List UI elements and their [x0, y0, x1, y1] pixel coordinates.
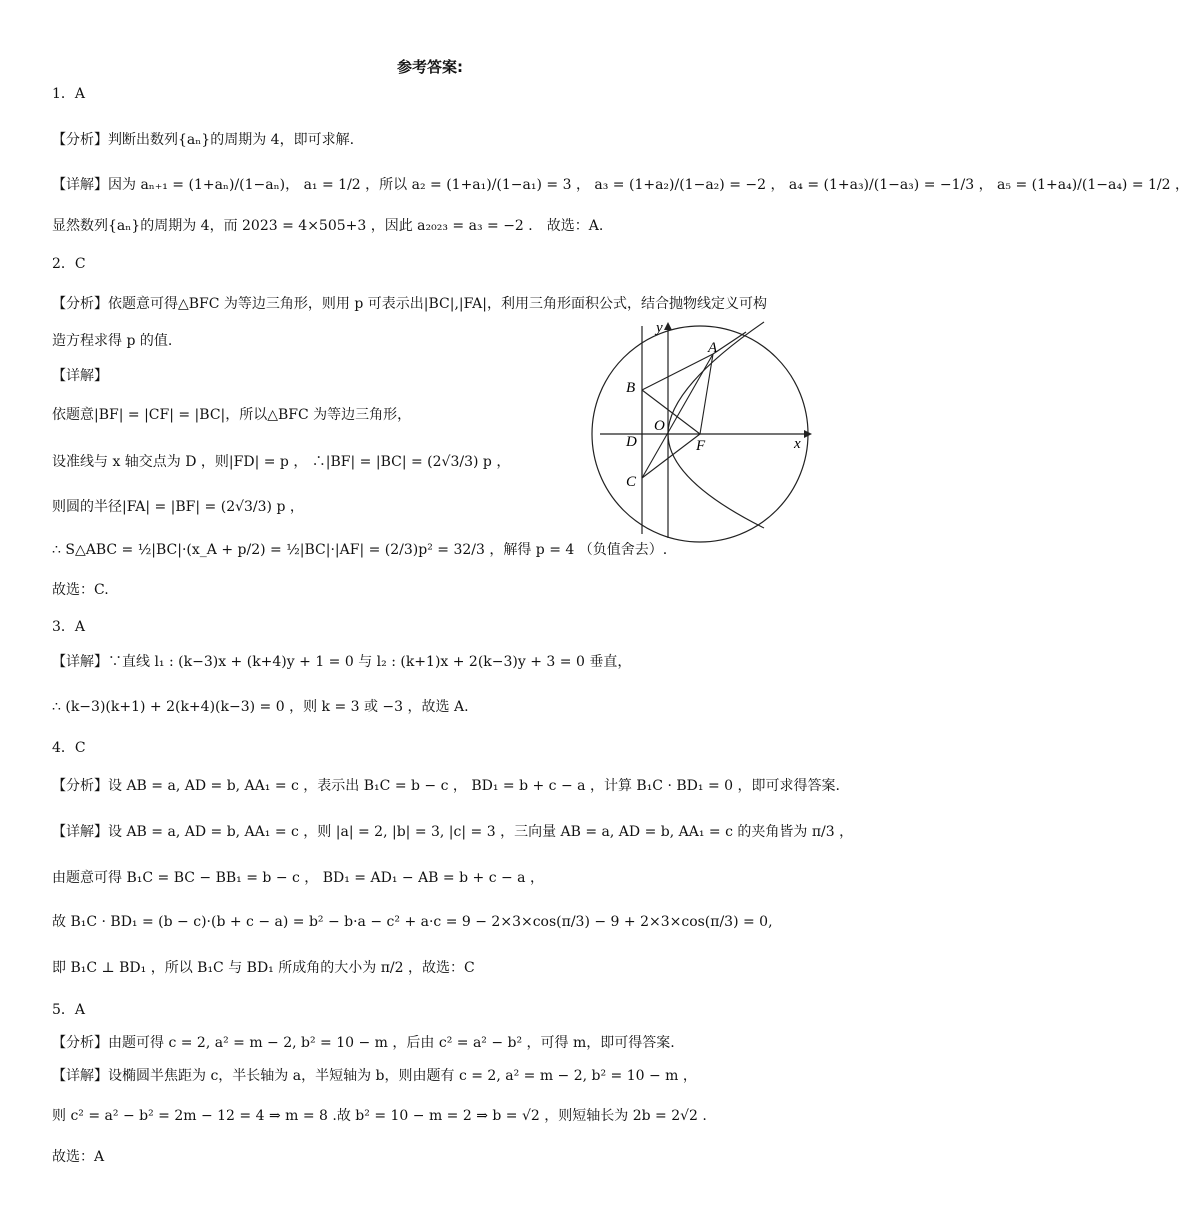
line-q1-num: 1．A [52, 86, 86, 102]
label-f: F [696, 438, 706, 454]
segment-cf [642, 434, 700, 478]
line-q2-analysis-2: 造方程求得 p 的值. [52, 333, 173, 349]
parabola-circle-figure [596, 318, 826, 538]
line-q4-detail-2: 由题意可得 B₁C = BC − BB₁ = b − c ， BD₁ = AD₁ − AB = b + c − a ， [52, 870, 544, 886]
line-q4-analysis: 【分析】设 AB = a, AD = b, AA₁ = c ，表示出 B₁C = b − c ， BD₁ = b + c − a ，计算 B₁C · BD₁ = 0 ，即可求得答案. [52, 778, 840, 794]
line-q4-detail-3: 故 B₁C · BD₁ = (b − c)·(b + c − a) = b² − b·a − c² + a·c = 9 − 2×3×cos(π/3) − 9 + 2×3×cos(π/3) = 0, [52, 914, 773, 930]
label-b: B [626, 380, 636, 396]
label-x: x [794, 436, 801, 452]
line-q3-detail-1: 【详解】∵直线 l₁ : (k−3)x + (k+4)y + 1 = 0 与 l₂ : (k+1)x + 2(k−3)y + 3 = 0 垂直， [52, 654, 632, 670]
label-a: A [708, 340, 718, 356]
line-q3-detail-2: ∴ (k−3)(k+1) + 2(k+4)(k−3) = 0 ，则 k = 3 或 −3 ，故选 A. [52, 699, 469, 715]
line-q2-detail-head: 【详解】 [52, 368, 108, 384]
line-q5-detail-1: 【详解】设椭圆半焦距为 c，半长轴为 a，半短轴为 b，则由题有 c = 2, a² = m − 2, b² = 10 − m ， [52, 1068, 697, 1084]
line-q4-num: 4．C [52, 740, 86, 756]
line-q2-answer: 故选：C. [52, 582, 109, 598]
line-q3-num: 3．A [52, 619, 86, 635]
line-q4-detail-4: 即 B₁C ⊥ BD₁ ，所以 B₁C 与 BD₁ 所成角的大小为 π/2 ，故选：C [52, 960, 475, 976]
line-q1-conclusion: 显然数列{aₙ}的周期为 4，而 2023 = 4×505+3 ，因此 a₂₀₂₃ = a₃ = −2 ． 故选：A. [52, 218, 604, 234]
line-q4-detail-1: 【详解】设 AB = a, AD = b, AA₁ = c ，则 |a| = 2, |b| = 3, |c| = 3 ，三向量 AB = a, AD = b, AA₁ = c 的夹角皆为 π/3 ， [52, 824, 854, 840]
line-q5-answer: 故选：A [52, 1149, 105, 1165]
page-title: 参考答案: [397, 58, 463, 76]
line-q2-detail-2: 设准线与 x 轴交点为 D ，则|FD| = p ， ∴|BF| = |BC| = (2√3/3) p ， [52, 454, 511, 470]
line-q2-num: 2．C [52, 256, 86, 272]
line-q1-detail: 【详解】因为 aₙ₊₁ = (1+aₙ)/(1−aₙ)， a₁ = 1/2 ，所以 a₂ = (1+a₁)/(1−a₁) = 3 ， a₃ = (1+a₂)/(1−a₂) = −2 ， a₄ = (1+a₃)/(1−a₃) = −1/3 ， a₅ = (1+a₄)/(1−a₄) = 1/2 ， [52, 177, 1189, 193]
line-q2-detail-1: 依题意|BF| = |CF| = |BC|，所以△BFC 为等边三角形， [52, 407, 412, 423]
line-q5-detail-2: 则 c² = a² − b² = 2m − 12 = 4 ⇒ m = 8 .故 b² = 10 − m = 2 ⇒ b = √2 ，则短轴长为 2b = 2√2 . [52, 1108, 707, 1124]
line-q2-detail-4: ∴ S△ABC = ½|BC|·(x_A + p/2) = ½|BC|·|AF| = (2/3)p² = 32/3 ，解得 p = 4 （负值舍去）. [52, 542, 668, 558]
line-q1-analysis: 【分析】判断出数列{aₙ}的周期为 4，即可求解. [52, 132, 355, 148]
label-y: y [656, 320, 663, 336]
line-q5-analysis: 【分析】由题可得 c = 2, a² = m − 2, b² = 10 − m ，后由 c² = a² − b² ，可得 m，即可得答案. [52, 1035, 675, 1051]
label-d: D [626, 434, 637, 450]
line-q5-num: 5．A [52, 1002, 86, 1018]
label-c: C [626, 474, 637, 490]
line-q2-analysis-1: 【分析】依题意可得△BFC 为等边三角形，则用 p 可表示出|BC|,|FA|，利用三角形面积公式，结合抛物线定义可构 [52, 296, 767, 312]
line-q2-detail-3: 则圆的半径|FA| = |BF| = (2√3/3) p ， [52, 499, 304, 515]
y-axis-arrow [664, 322, 672, 330]
tangent-line [713, 332, 746, 354]
geometry-diagram [596, 318, 826, 538]
label-o: O [654, 418, 665, 434]
